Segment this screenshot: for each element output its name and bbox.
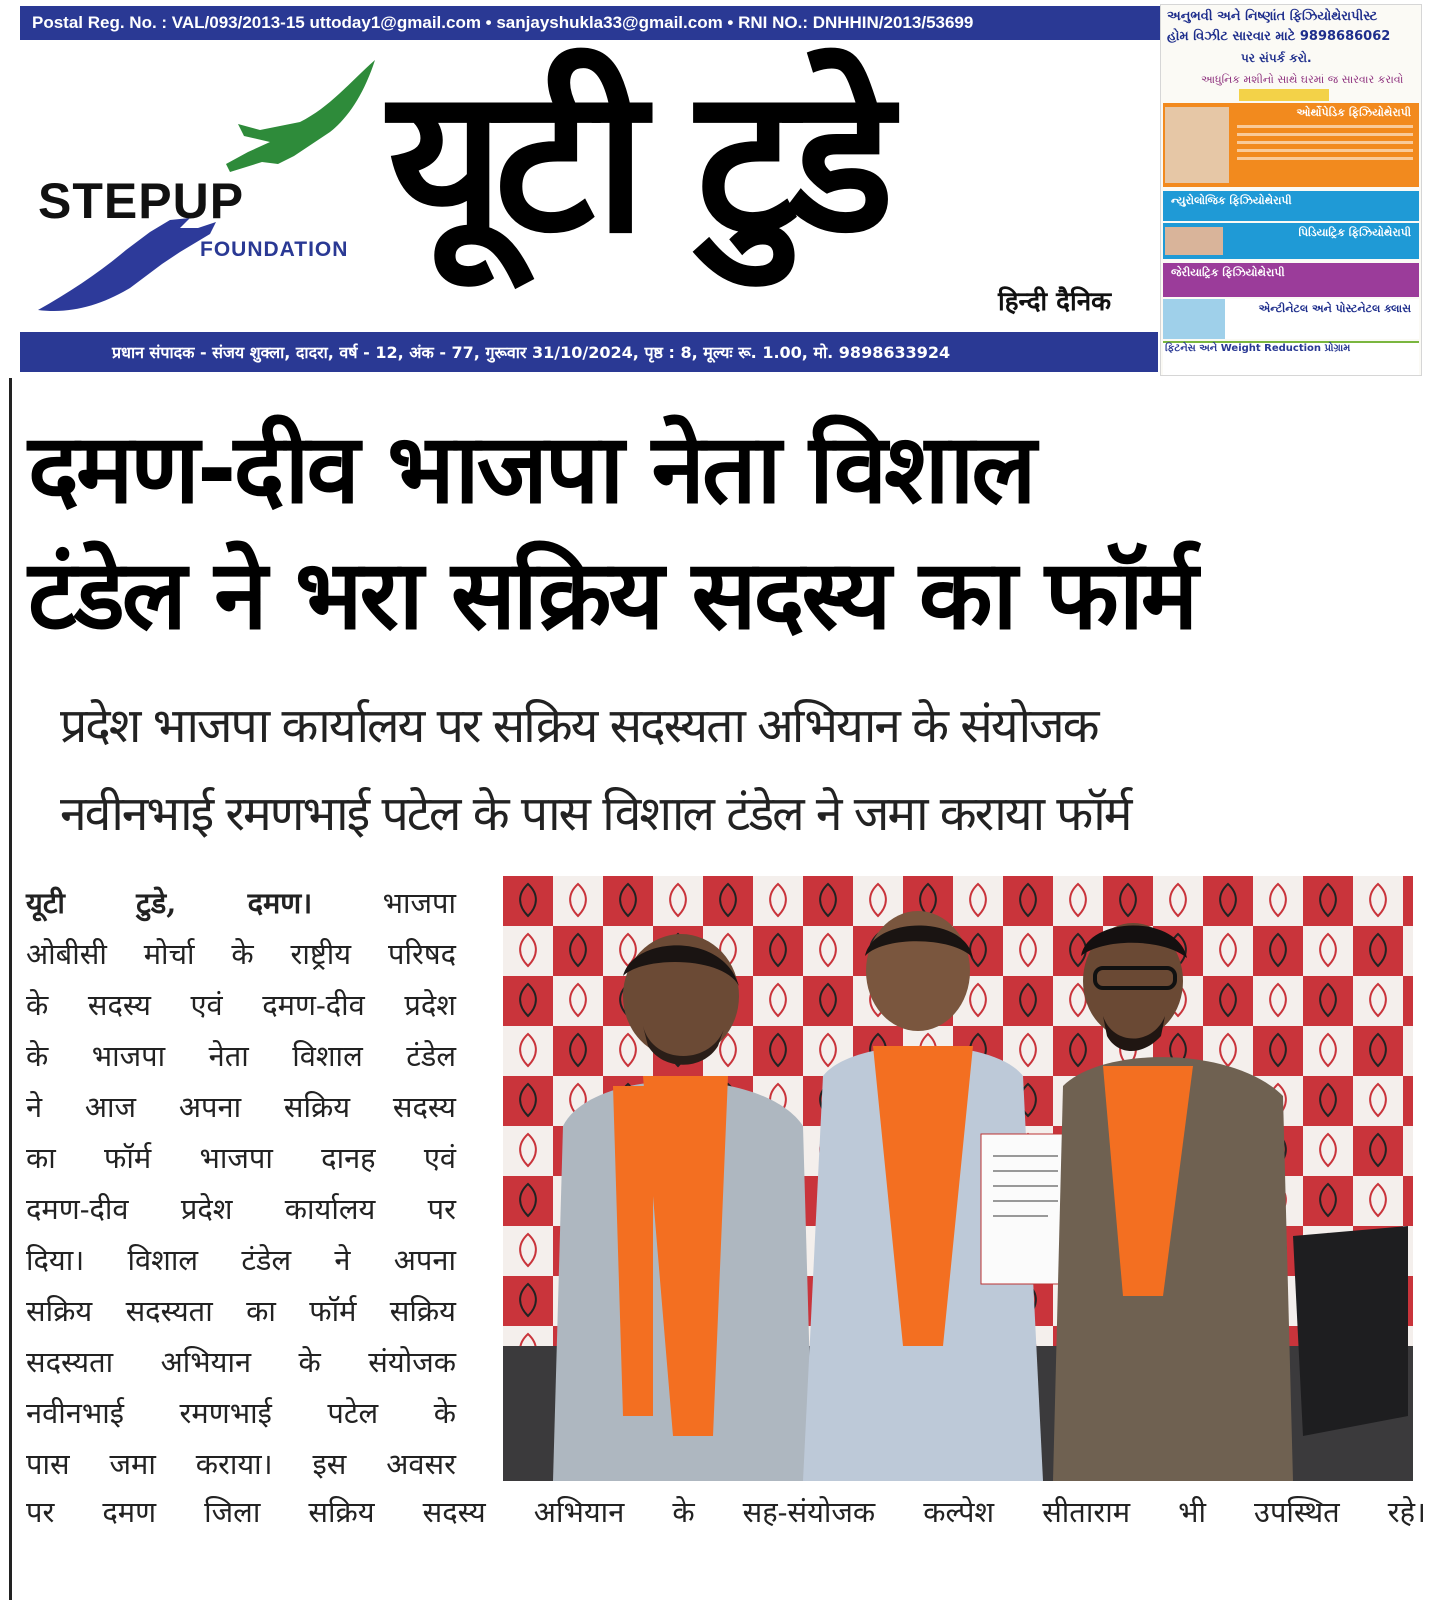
body-line: सक्रिय सदस्यता का फॉर्म सक्रिय	[26, 1294, 456, 1328]
body-line: नवीनभाई रमणभाई पटेल के	[26, 1396, 456, 1430]
article-subheadline	[60, 682, 1430, 858]
subheadline-line-2: नवीनभाई रमणभाई पटेल के पास विशाल टंडेल ने जमा कराया फॉर्म	[60, 786, 1131, 842]
body-line: सदस्यता अभियान के संयोजक	[26, 1345, 456, 1379]
body-line: ओबीसी मोर्चा के राष्ट्रीय परिषद	[26, 937, 456, 971]
ad-section-neurologic: ન્યુરોલોજિક ફિઝિયોથેરાપી	[1163, 191, 1419, 221]
ad-contact-cta: પર સંપર્ક કરો.	[1241, 51, 1312, 65]
physiotherapy-advertisement	[1160, 4, 1422, 376]
body-line: यूटी टुडे, दमण। भाजपा	[26, 886, 456, 920]
postal-registration-text: Postal Reg. No. : VAL/093/2013-15 uttoday1@gmail.com • sanjayshukla33@gmail.com • RNI NO.: DNHHIN/2013/53699	[32, 13, 974, 32]
newspaper-subtitle: हिन्दी दैनिक	[998, 287, 1112, 317]
column-rule	[9, 378, 12, 1600]
ad-section-antenatal: એન્ટીનેટલ અને પોસ્ટનેટલ ક્લાસ	[1163, 299, 1419, 339]
headline-line-1: दमण-दीव भाजपा नेता विशाल	[28, 413, 1034, 525]
article-photo	[503, 876, 1413, 1481]
masthead-info-bar	[20, 332, 1158, 372]
ad-headline: અનુભવી અને નિષ્ણાંત ફિઝિયોથેરાપીસ્ટ	[1167, 9, 1378, 24]
ad-section-pediatric: પિડિયાટ્રિક ફિઝિયોથેરાપી	[1163, 223, 1419, 259]
body-line: दमण-दीव प्रदेश कार्यालय पर	[26, 1192, 456, 1226]
ad-highlight-strip	[1239, 89, 1329, 101]
body-line: के सदस्य एवं दमण-दीव प्रदेश	[26, 988, 456, 1022]
body-line: पास जमा कराया। इस अवसर	[26, 1447, 456, 1481]
body-line: का फॉर्म भाजपा दानह एवं	[26, 1141, 456, 1175]
blue-hand-icon	[38, 218, 216, 311]
headline-line-2: टंडेल ने भरा सक्रिय सदस्य का फॉर्म	[28, 539, 1196, 651]
photo-chair	[1293, 1226, 1408, 1436]
ad-section-orthopedic: ઓર્થોપેડિક ફિઝિયોથેરાપી	[1163, 103, 1419, 187]
ad-contact-line: હોમ વિઝીટ સારવાર માટે 9898686062	[1167, 29, 1391, 44]
logo-wordmark: STEPUP	[38, 173, 245, 229]
logo-subtext: FOUNDATION	[200, 238, 349, 261]
subheadline-line-1: प्रदेश भाजपा कार्यालय पर सक्रिय सदस्यता अभियान के संयोजक	[60, 698, 1098, 754]
newspaper-title: यूटी टुडे	[388, 45, 885, 278]
article-body	[26, 878, 456, 1490]
article-dateline: यूटी टुडे, दमण।	[26, 886, 313, 920]
ad-footer-text: ફિટનેસ અને Weight Reduction પ્રોગ્રામ	[1165, 343, 1351, 354]
article-headline	[28, 406, 1428, 658]
masthead-top-bar	[20, 6, 1178, 40]
body-line: ने आज अपना सक्रिय सदस्य	[26, 1090, 456, 1124]
edition-info-text: प्रधान संपादक - संजय शुक्ला, दादरा, वर्ष - 12, अंक - 77, गुरूवार 31/10/2024, पृष्ठ : 8, मूल्यः रू. 1.00, मो. 9898633924	[112, 343, 951, 362]
body-line: के भाजपा नेता विशाल टंडेल	[26, 1039, 456, 1073]
ad-section-geriatric: જેરીયાટ્રિક ફિઝિયોથેરાપી	[1163, 263, 1419, 297]
article-closing-line: पर दमण जिला सक्रिय सदस्य अभियान के सह-संयोजक कल्पेश सीताराम भी उपस्थित रहे।	[26, 1495, 1426, 1529]
ad-tagline: આધુનિક મશીનો સાથે ઘરમાં જ સારવાર કરાવો	[1201, 73, 1404, 86]
green-hand-icon	[226, 60, 375, 172]
body-line: दिया। विशाल टंडेल ने अपना	[26, 1243, 456, 1277]
